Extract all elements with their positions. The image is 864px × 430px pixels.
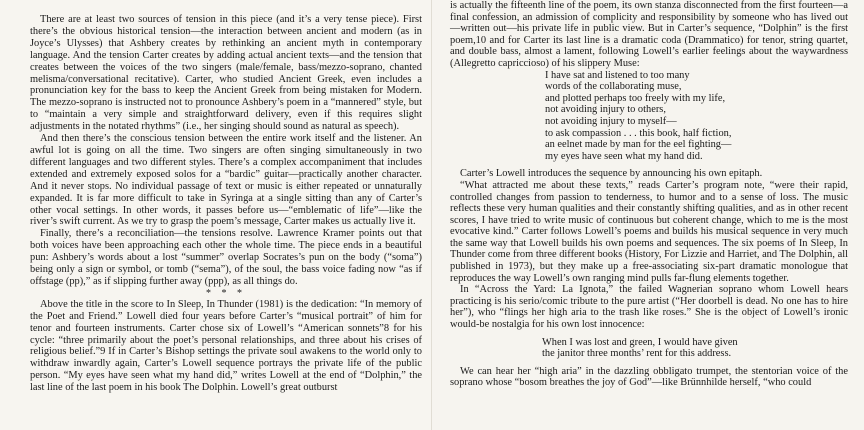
right-page: [432, 0, 864, 430]
verse-line: not avoiding injury to myself—: [545, 115, 677, 127]
paragraph: There are at least two sources of tension in this piece (and it’s a very tense piece). First there’s the obvious historical tension—the interaction between ancient and modern (as in Joyce’s Ulysses) that Ashbery creates by rethinking an ancient myth in contemporary language. And the tension Carter creates by adding actual ancient texts—and the tension that creates between the voices of the two singers (male/female, bass/mezzo-soprano, chanted melisma/conversational recitative). Carter, who studied Ancient Greek, even includes a pronunciation key for the bass to keep the Ancient Greek from being mistaken for Modern. The mezzo-soprano is instructed not to pronounce Ashbery’s poem in a “mannered” style, but to “maintain a very simple and straightforward delivery, even if this requires slight adjustments in the notated rhythms” (i.e., her singing should sound as natural as speech).: [30, 14, 422, 133]
paragraph: is actually the fifteenth line of the poem, its own stanza disconnected from the first fourteen—a final confession, an admission of complicity and responsibility by someone who has lived out—written out—his private life in public view. But in Carter’s sequence, “Dolphin” is the first poem,10 and for Carter its last line is a dramatic coda (Drammatico) for tenor, string quartet, and double bass, almost a lament, following Lowell’s earlier feelings about the waywardness (Allegretto capriccioso) of his slippery Muse:: [450, 0, 848, 69]
verse-line: I have sat and listened to too many: [545, 69, 690, 81]
section-divider: * * *: [206, 287, 246, 299]
paragraph: We can hear her “high aria” in the dazzling obbligato trumpet, the stentorian voice of the soprano whose “bosom breathes the joy of God”—like Brünnhilde herself, “who could: [450, 365, 848, 389]
verse-line: to ask compassion . . . this book, half fiction,: [545, 127, 732, 139]
verse-line: not avoiding injury to others,: [545, 104, 666, 116]
paragraph: Above the title in the score to In Sleep, In Thunder (1981) is the dedication: “In memory of the Poet and Friend.” Lowell died four years before Carter’s “musical portrait” of him for tenor and fourteen instruments. Carter chose six of Lowell’s “American sonnets”8 for his cycle: “three primarily about the poet’s personal relationships, and three about his crises of religious belief.”9 If in Carter’s Bishop settings the private soul awakens to the world only to withdraw inwardly again, Carter’s Lowell sequence portrays the private life of the public person. “My eyes have seen what my hand did,” writes Lowell at the end of “Dolphin,” the last line of the last poem in his book The Dolphin. Lowell’s great outburst: [30, 298, 422, 394]
verse-line: my eyes have seen what my hand did.: [545, 150, 703, 162]
verse-line: When I was lost and green, I would have given: [542, 336, 738, 348]
verse-line: and plotted perhaps too freely with my life,: [545, 92, 726, 104]
paragraph: In “Across the Yard: La Ignota,” the failed Wagnerian soprano whom Lowell hears practicing is his serio/comic tribute to the pure artist (“Her doorbell is dead. No one has to hire her”), who “flings her high aria to the trash like roses.” She is the object of Lowell’s ironic would-be nostalgia for his own lost innocence:: [450, 284, 848, 331]
verse-block: [545, 70, 848, 163]
paragraph: Finally, there’s a reconciliation—the tensions resolve. Lawrence Kramer points out that both voices have been approaching each other the whole time. The piece ends in a beautiful pun: Ashbery’s words about a lost “summer” overlap Socrates’s pun on the body (“soma”) being only a sign or symbol, or tomb (“sema”), of the soul, the bass voice fading now “as if offstage (pp),” as if slipping further away (ppp), as all things do.: [30, 228, 422, 287]
verse-line: words of the collaborating muse,: [545, 81, 682, 93]
verse-line: the janitor three months’ rent for this address.: [542, 348, 732, 360]
verse-block: [542, 337, 848, 360]
paragraph: Carter’s Lowell introduces the sequence by announcing his own epitaph.: [460, 168, 763, 180]
verse-line: an eelnet made by man for the eel fighting—: [545, 139, 732, 151]
paragraph: “What attracted me about these texts,” reads Carter’s program note, “were their rapid, controlled changes from passion to tenderness, to humor and to a sense of loss. The music reflects these very human qualities and their constantly shifting qualities, and as in other recent scores, I have tried to write music of continuous but coherent change, which to me is the most evocative kind.” Carter follows Lowell’s poems and builds his musical sequence in very much the same way that Lowell builds his own poems and sequences. The six poems of In Sleep, In Thunder come from three different books (History, For Lizzie and Harriet, and The Dolphin, all published in 1973), but they make up a free-associating six-part dramatic monologue that reproduces the way Lowell’s own ranging mind pulls far-flung elements together.: [450, 179, 848, 284]
paragraph: And then there’s the conscious tension between the entire work itself and the listener. An awful lot is going on all the time. Two singers are often singing simultaneously in two different languages and two different styles. There’s a complex accompaniment that includes extended and extremely exposed solos for a “bardic” guitar—practically another character. And it never stops. No individual passage of text or music is either repeated or unnaturally expanded. It is far more difficult to take in Syringa at a single sitting than any of Carter’s other vocal settings. In other words, it passes before us—“emblematic of life”—like the river’s swift current. As we try to grasp the poem’s message, Carter makes us actually live it.: [30, 133, 422, 228]
